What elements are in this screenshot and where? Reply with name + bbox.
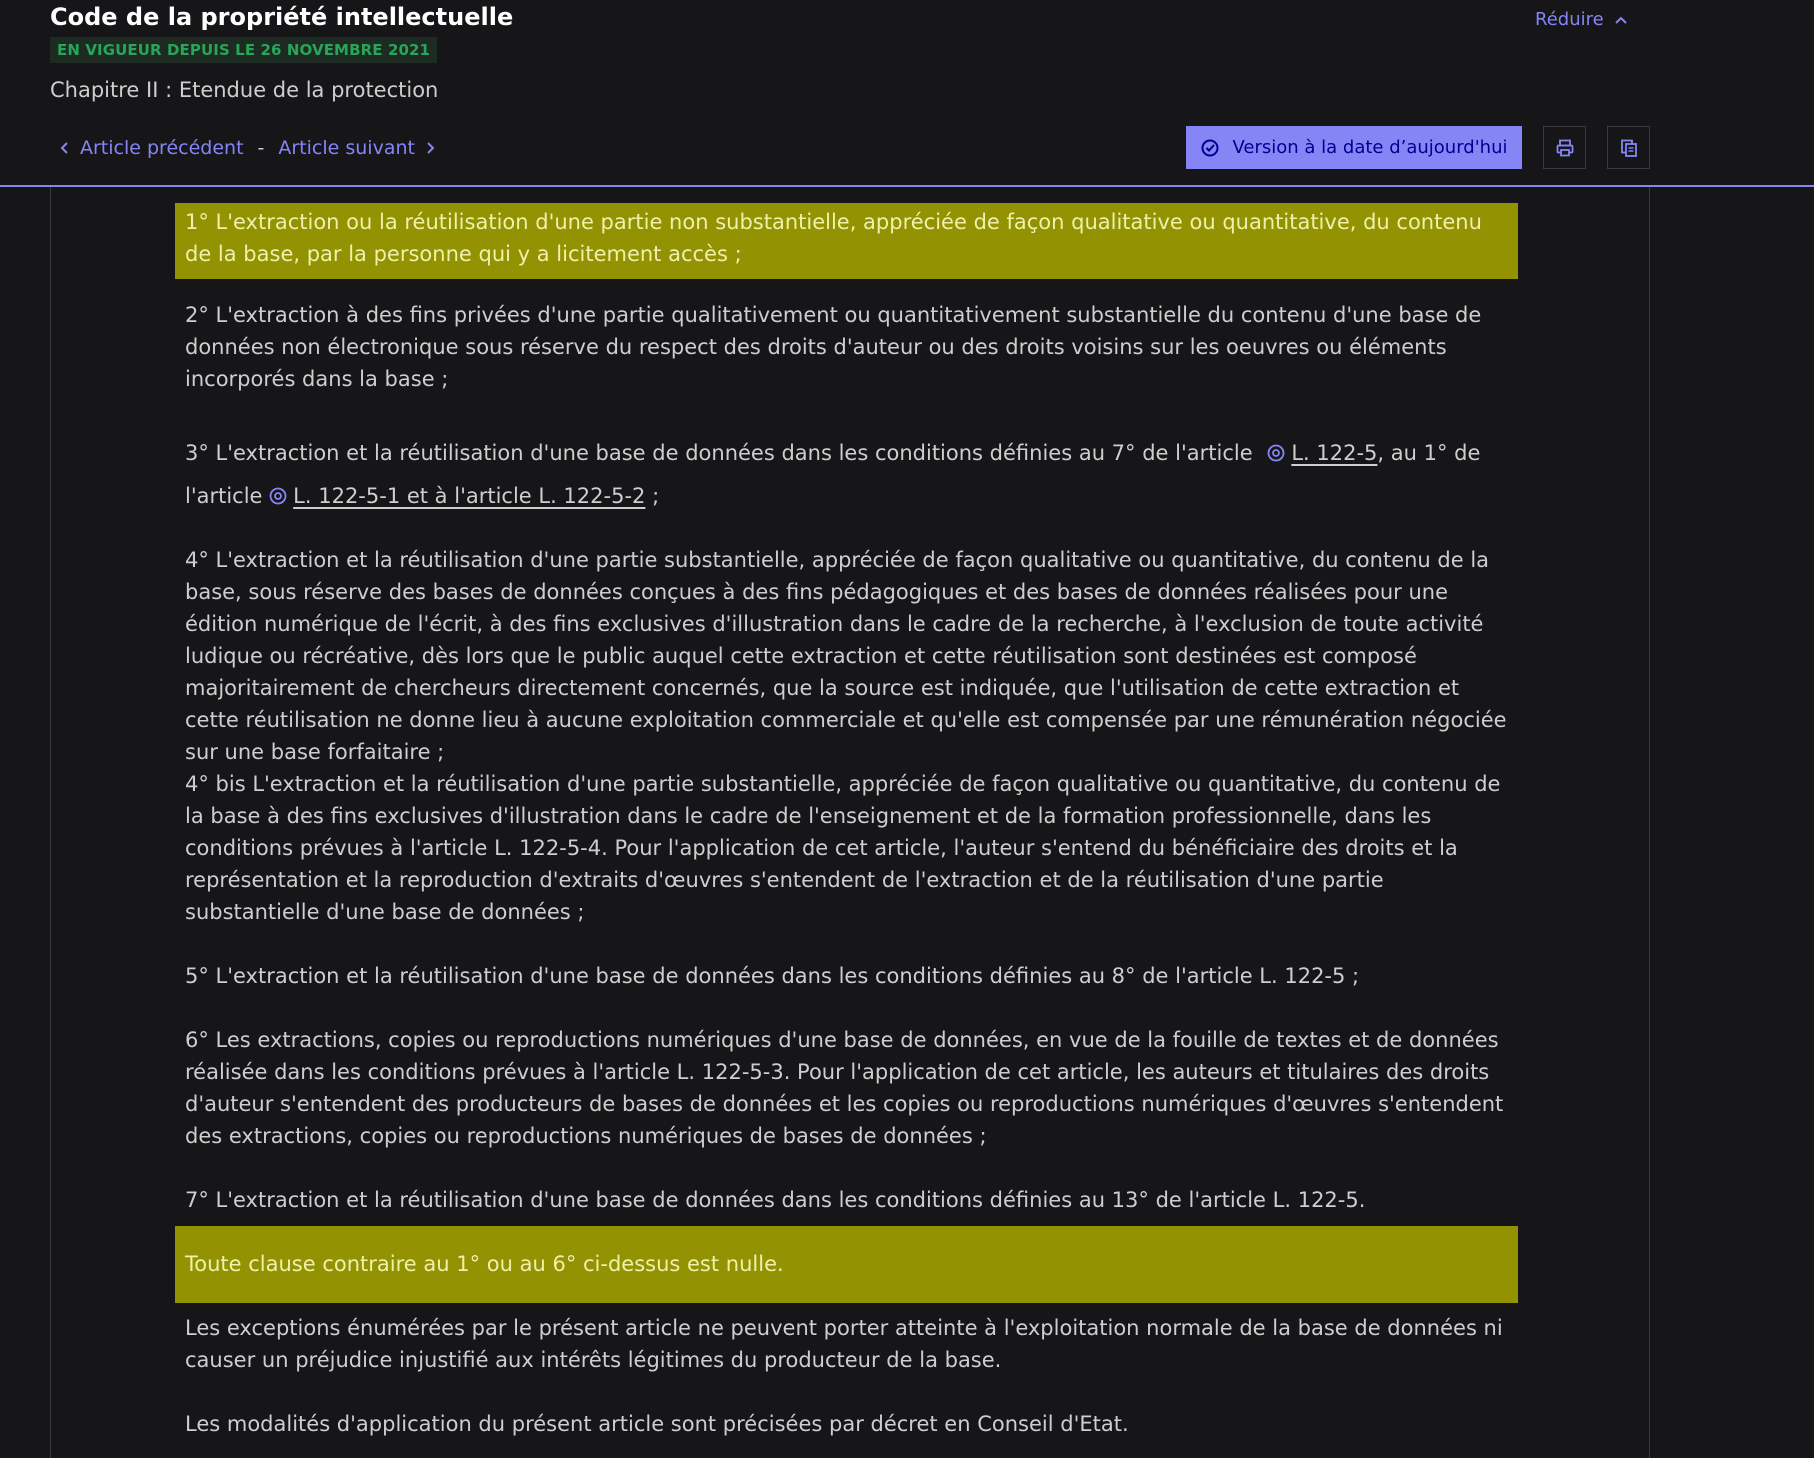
article-link-l-122-5-1[interactable]: L. 122-5-1 et à l'article L. 122-5-2 xyxy=(293,484,646,508)
article-paragraph-7: 7° L'extraction et la réutilisation d'une base de données dans les conditions définies au 13° de l'article L. 122-5. xyxy=(185,1188,1366,1212)
nav-separator: - xyxy=(257,137,265,159)
page-title: Code de la propriété intellectuelle xyxy=(50,3,514,31)
printer-icon xyxy=(1555,138,1575,158)
clause-paragraph-highlighted: Toute clause contraire au 1° ou au 6° ci-dessus est nulle. xyxy=(175,1226,1518,1303)
article-link-l-122-5[interactable]: L. 122-5 xyxy=(1291,441,1378,465)
version-today-label: Version à la date d’aujourd'hui xyxy=(1232,137,1508,158)
chevron-up-icon xyxy=(1614,15,1628,25)
previous-article-link[interactable] xyxy=(60,137,244,159)
modalites-paragraph: Les modalités d'application du présent article sont précisées par décret en Conseil d'Etat. xyxy=(185,1412,1129,1436)
eye-icon xyxy=(1267,444,1285,462)
reduce-button[interactable] xyxy=(1535,9,1628,30)
paragraph-3-text-before: 3° L'extraction et la réutilisation d'une base de données dans les conditions définies au 7° de l'article xyxy=(185,441,1253,465)
article-paragraph-5: 5° L'extraction et la réutilisation d'une base de données dans les conditions définies au 8° de l'article L. 122-5 ; xyxy=(185,964,1360,988)
chapter-title: Chapitre II : Etendue de la protection xyxy=(50,78,439,102)
article-paragraph-2: 2° L'extraction à des fins privées d'une partie qualitativement ou quantitativement substantielle du contenu d'une base de données non électronique sous réserve du respect des droits d'auteur ou des droits voisins sur les oeuvres ou éléments incorporés dans la base ; xyxy=(185,303,1482,391)
article-paragraph-6: 6° Les extractions, copies ou reproductions numériques d'une base de données, en vue de la fouille de textes et de données réalisée dans les conditions prévues à l'article L. 122-5-3. Pour l'application de cet article, les auteurs et titulaires des droits d'auteur s'entendent des producteurs de bases de données et les copies ou reproductions numériques d'œuvres s'entendent des extractions, copies ou reproductions numériques de bases de données ; xyxy=(185,1028,1504,1148)
article-paragraph-3 xyxy=(175,432,1518,518)
article-paragraph-1-highlighted: 1° L'extraction ou la réutilisation d'une partie non substantielle, appréciée de façon qualitative ou quantitative, du contenu de la base, par la personne qui y a licitement accès ; xyxy=(175,203,1518,279)
next-article-link[interactable] xyxy=(278,137,435,159)
version-today-button[interactable] xyxy=(1186,126,1522,169)
check-circle-icon xyxy=(1200,138,1220,158)
chevron-left-icon xyxy=(60,141,70,155)
previous-article-label: Article précédent xyxy=(80,137,244,159)
next-article-label: Article suivant xyxy=(278,137,415,159)
print-button[interactable] xyxy=(1543,126,1586,169)
article-header xyxy=(0,0,1814,187)
eye-icon xyxy=(269,487,287,505)
article-navigation xyxy=(60,137,435,159)
reduce-label: Réduire xyxy=(1535,9,1604,30)
paragraph-3-text-after: ; xyxy=(645,484,660,508)
exceptions-paragraph: Les exceptions énumérées par le présent article ne peuvent porter atteinte à l'exploitation normale de la base de données ni causer un préjudice injustifié aux intérêts légitimes du producteur de la base. xyxy=(185,1316,1503,1372)
article-paragraph-4: 4° L'extraction et la réutilisation d'une partie substantielle, appréciée de façon qualitative ou quantitative, du contenu de la base, sous réserve des bases de données conçues à des fins pédagogiques et des bases de données réalisées pour une édition numérique de l'écrit, à des fins exclusives d'illustration dans le cadre de la recherche, à l'exclusion de toute activité ludique ou récréative, dès lors que le public auquel cette extraction et cette réutilisation sont destinées est composé majoritairement de chercheurs directement concernés, que la source est indiquée, que l'utilisation de cette extraction et cette réutilisation ne donne lieu à aucune exploitation commerciale et qu'elle est compensée par une rémunération négociée sur une base forfaitaire ; xyxy=(185,548,1507,764)
status-badge: EN VIGUEUR DEPUIS LE 26 NOVEMBRE 2021 xyxy=(50,37,437,63)
article-paragraph-4-bis: 4° bis L'extraction et la réutilisation d'une partie substantielle, appréciée de façon qualitative ou quantitative, du contenu de la base à des fins exclusives d'illustration dans le cadre de l'enseignement et de la formation professionnelle, dans les conditions prévues à l'article L. 122-5-4. Pour l'application de cet article, l'auteur s'entend du bénéficiaire des droits et la représentation et la reproduction d'extraits d'œuvres s'entendent de l'extraction et de la réutilisation d'une partie substantielle d'une base de données ; xyxy=(185,772,1501,924)
copy-button[interactable] xyxy=(1607,126,1650,169)
paragraph-3-text-middle: , au 1° de l'article xyxy=(185,441,1481,508)
copy-icon xyxy=(1619,138,1639,158)
chevron-right-icon xyxy=(425,141,435,155)
